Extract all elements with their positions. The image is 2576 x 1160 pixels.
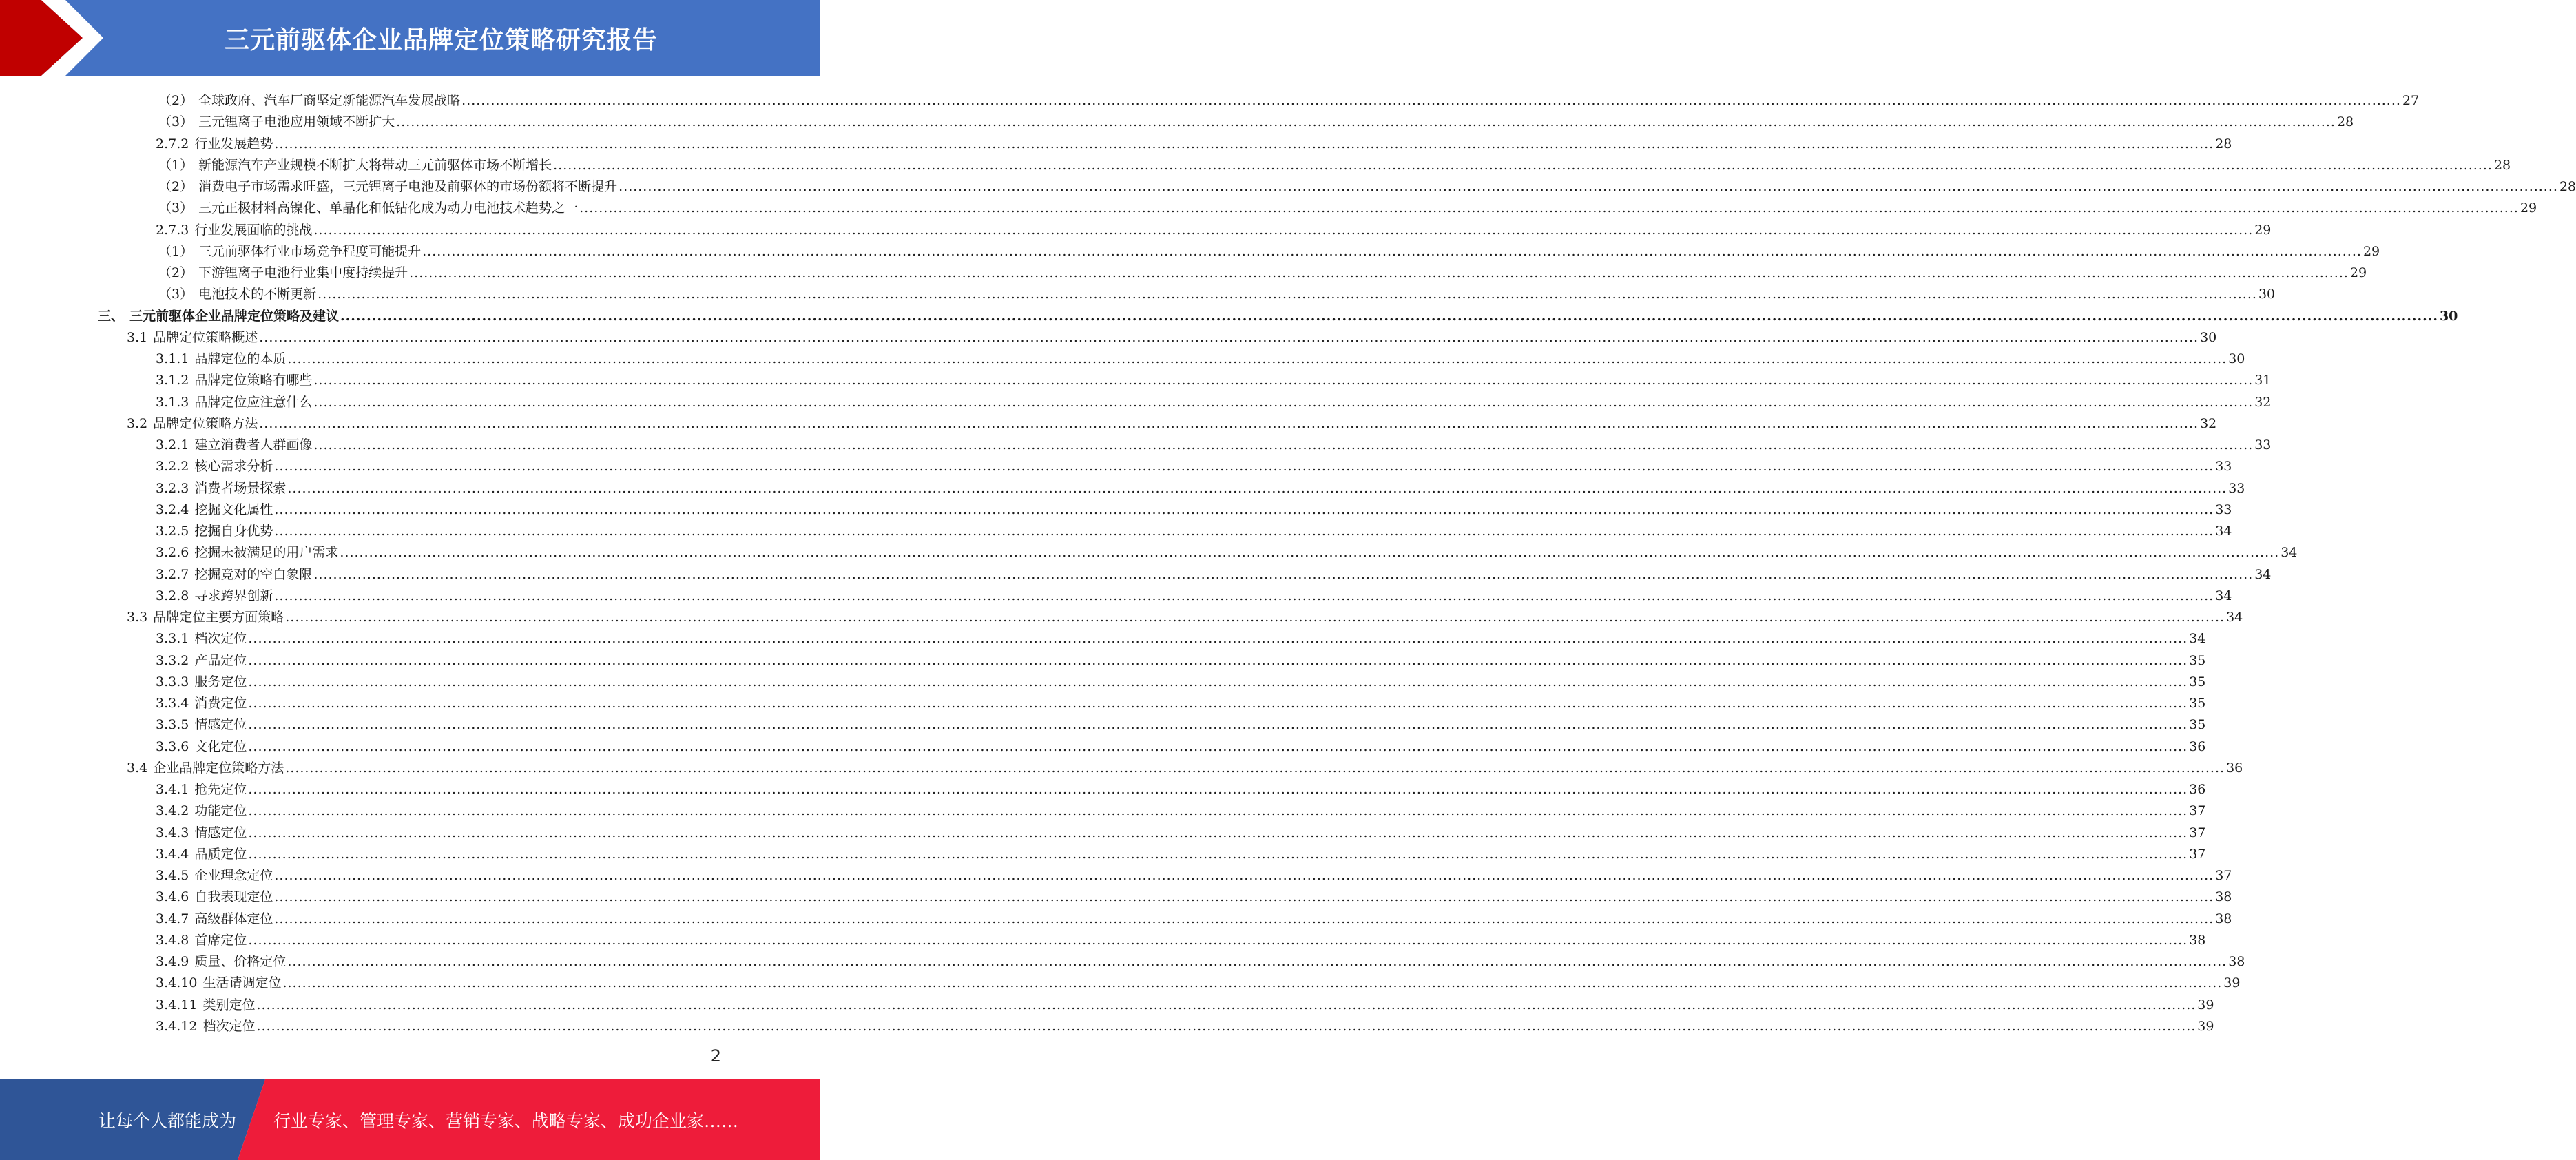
toc-entry-number: 3.2.2 <box>156 459 189 475</box>
toc-leader-dots: ................................................................................................................................................................................................................................................................................................................................................................................................................ <box>248 932 2188 948</box>
toc-entry[interactable] <box>156 475 2245 497</box>
toc-entry-text: 行业发展面临的挑战 <box>194 222 313 238</box>
toc-entry-page: 32 <box>2200 415 2217 431</box>
toc-entry[interactable] <box>156 131 2232 152</box>
toc-leader-dots: ................................................................................................................................................................................................................................................................................................................................................................................................................ <box>285 760 2225 776</box>
toc-entry-number: 3.3.5 <box>156 717 189 733</box>
toc-entry[interactable] <box>127 324 2217 346</box>
toc-leader-dots: ................................................................................................................................................................................................................................................................................................................................................................................................................ <box>248 738 2188 754</box>
toc-entry-text: 核心需求分析 <box>194 459 273 475</box>
toc-entry-number: 2.7.3 <box>156 222 189 238</box>
toc-leader-dots: ................................................................................................................................................................................................................................................................................................................................................................................................................ <box>285 610 2225 625</box>
page-number: 2 <box>710 1046 721 1066</box>
toc-entry-page: 34 <box>2215 524 2232 539</box>
toc-leader-dots: ................................................................................................................................................................................................................................................................................................................................................................................................................ <box>313 437 2254 453</box>
toc-entry-label <box>156 889 273 905</box>
toc-entry-label <box>158 265 408 281</box>
toc-entry-text: 情感定位 <box>194 717 247 733</box>
toc-leader-dots: ................................................................................................................................................................................................................................................................................................................................................................................................................ <box>248 803 2188 819</box>
toc-entry-label <box>158 92 460 109</box>
toc-entry[interactable] <box>156 539 2298 561</box>
toc-entry-page: 36 <box>2226 760 2243 776</box>
toc-entry-number: 3.4.10 <box>156 975 198 991</box>
toc-entry-label <box>156 437 312 453</box>
toc-entry[interactable] <box>158 109 2354 130</box>
toc-entry-number: （2） <box>158 93 194 108</box>
toc-entry-text: 消费电子市场需求旺盛，三元锂离子电池及前驱体的市场份额将不断提升 <box>198 179 618 194</box>
toc-entry-number: 3.2.3 <box>156 480 189 496</box>
toc-entry-page: 28 <box>2215 136 2232 152</box>
toc-entry-number: 3.3.2 <box>156 652 189 668</box>
toc-entry-label <box>156 781 247 798</box>
toc-leader-dots: ................................................................................................................................................................................................................................................................................................................................................................................................................ <box>248 846 2188 862</box>
toc-entry-text: 下游锂离子电池行业集中度持续提升 <box>198 265 408 280</box>
toc-entry[interactable] <box>156 798 2206 819</box>
toc-entry-page: 30 <box>2200 329 2217 345</box>
toc-entry[interactable] <box>156 518 2232 539</box>
toc-entry-text: 行业发展趋势 <box>194 136 273 152</box>
header-band <box>0 0 820 76</box>
toc-entry-label <box>156 846 247 862</box>
toc-leader-dots: ................................................................................................................................................................................................................................................................................................................................................................................................................ <box>274 501 2214 517</box>
toc-entry-text: 品牌定位主要方面策略 <box>153 610 284 625</box>
toc-leader-dots: ................................................................................................................................................................................................................................................................................................................................................................................................................ <box>287 351 2227 366</box>
toc-leader-dots: ................................................................................................................................................................................................................................................................................................................................................................................................................ <box>248 674 2188 690</box>
toc-entry-number: 3.3.1 <box>156 631 189 647</box>
toc-entry[interactable] <box>156 497 2232 518</box>
toc-entry[interactable] <box>158 87 2420 109</box>
toc-entry-number: 3.4.9 <box>156 954 189 969</box>
toc-entry-label <box>156 136 273 152</box>
toc-entry-page: 36 <box>2189 782 2206 797</box>
toc-entry-number: 3.1 <box>127 329 148 345</box>
toc-entry[interactable] <box>156 734 2206 755</box>
toc-entry-label <box>156 695 247 712</box>
toc-entry-text: 挖掘未被满足的用户需求 <box>194 545 339 561</box>
toc-entry-page: 34 <box>2226 610 2243 625</box>
toc-entry-page: 35 <box>2189 717 2206 733</box>
toc-entry[interactable] <box>156 648 2206 669</box>
toc-entry-number: 3.3.3 <box>156 674 189 690</box>
toc-entry-text: 消费者场景探索 <box>194 480 287 496</box>
toc-leader-dots: ................................................................................................................................................................................................................................................................................................................................................................................................................ <box>274 588 2214 603</box>
toc-entry-page: 37 <box>2189 846 2206 862</box>
toc-leader-dots: ................................................................................................................................................................................................................................................................................................................................................................................................................ <box>248 825 2188 840</box>
toc-entry-text: 品质定位 <box>194 846 247 862</box>
toc-entry-text: 功能定位 <box>194 803 247 819</box>
toc-leader-dots: ................................................................................................................................................................................................................................................................................................................................................................................................................ <box>256 1018 2196 1034</box>
toc-entry-page: 30 <box>2228 351 2245 366</box>
toc-entry-label <box>156 738 247 755</box>
toc-entry[interactable] <box>156 561 2272 583</box>
toc-leader-dots: ................................................................................................................................................................................................................................................................................................................................................................................................................ <box>313 566 2254 582</box>
toc-entry-page: 34 <box>2189 631 2206 647</box>
toc-entry[interactable] <box>156 927 2206 949</box>
toc-entry-page: 29 <box>2349 265 2367 280</box>
toc-entry-label <box>156 997 255 1013</box>
toc-leader-dots: ................................................................................................................................................................................................................................................................................................................................................................................................................ <box>274 868 2214 883</box>
toc-entry[interactable] <box>156 690 2206 712</box>
footer-band <box>0 1079 820 1160</box>
toc-entry[interactable] <box>156 1013 2214 1035</box>
toc-entry-page: 29 <box>2362 243 2380 259</box>
toc-entry-text: 首席定位 <box>194 932 247 948</box>
toc-entry-text: 三元前驱体企业品牌定位策略及建议 <box>129 308 340 324</box>
toc-entry-number: 3.3 <box>127 610 148 625</box>
toc-entry-page: 36 <box>2189 738 2206 754</box>
toc-entry-page: 38 <box>2189 932 2206 948</box>
toc-entry[interactable] <box>156 820 2206 841</box>
toc-leader-dots: ................................................................................................................................................................................................................................................................................................................................................................................................................ <box>461 93 2401 108</box>
toc-entry-page: 35 <box>2189 696 2206 711</box>
toc-entry-text: 品牌定位策略概述 <box>153 329 258 345</box>
toc-entry-page: 37 <box>2189 803 2206 819</box>
toc-entry-number: 三、 <box>98 308 125 324</box>
toc-entry-label <box>156 222 312 238</box>
toc-entry-text: 质量、价格定位 <box>194 954 287 969</box>
toc-entry-label <box>156 480 286 497</box>
toc-entry-number: 3.2.8 <box>156 588 189 603</box>
toc-leader-dots: ................................................................................................................................................................................................................................................................................................................................................................................................................ <box>313 373 2254 389</box>
toc-leader-dots: ................................................................................................................................................................................................................................................................................................................................................................................................................ <box>340 545 2280 561</box>
toc-leader-dots: ................................................................................................................................................................................................................................................................................................................................................................................................................ <box>396 114 2336 130</box>
toc-entry-number: 3.2 <box>127 415 148 431</box>
toc-leader-dots: ................................................................................................................................................................................................................................................................................................................................................................................................................ <box>248 696 2188 711</box>
toc-entry-page: 27 <box>2402 93 2420 108</box>
toc-entry-label <box>156 523 273 539</box>
toc-entry-label <box>156 394 312 411</box>
toc-leader-dots: ................................................................................................................................................................................................................................................................................................................................................................................................................ <box>259 329 2199 345</box>
toc-leader-dots: ................................................................................................................................................................................................................................................................................................................................................................................................................ <box>287 480 2227 496</box>
toc-entry-number: （2） <box>158 265 194 280</box>
toc-entry[interactable] <box>156 346 2245 367</box>
toc-leader-dots: ................................................................................................................................................................................................................................................................................................................................................................................................................ <box>248 782 2188 797</box>
toc-entry[interactable] <box>158 238 2380 260</box>
toc-entry[interactable] <box>156 776 2206 798</box>
toc-entry[interactable] <box>156 453 2232 475</box>
toc-entry[interactable] <box>156 583 2232 604</box>
toc-entry[interactable] <box>156 625 2206 647</box>
toc-leader-dots: ................................................................................................................................................................................................................................................................................................................................................................................................................ <box>274 524 2214 539</box>
toc-entry-label <box>127 415 258 432</box>
toc-entry-page: 34 <box>2254 566 2272 582</box>
toc-entry-label <box>158 286 316 302</box>
toc-entry-text: 档次定位 <box>194 631 247 647</box>
toc-entry[interactable] <box>158 260 2367 281</box>
toc-entry[interactable] <box>158 174 2576 195</box>
toc-entry-text: 建立消费者人群画像 <box>194 437 313 453</box>
toc-entry[interactable] <box>156 992 2214 1013</box>
toc-entry-page: 30 <box>2439 308 2458 324</box>
toc-entry-page: 39 <box>2197 997 2214 1013</box>
toc-entry-label <box>156 953 286 970</box>
toc-entry-page: 28 <box>2559 179 2576 194</box>
toc-entry-text: 产品定位 <box>194 652 247 668</box>
toc-entry-number: 3.2.6 <box>156 545 189 561</box>
toc-leader-dots: ................................................................................................................................................................................................................................................................................................................................................................................................................ <box>318 287 2257 302</box>
toc-entry-page: 37 <box>2189 825 2206 840</box>
toc-entry-page: 28 <box>2493 157 2511 173</box>
toc-entry[interactable] <box>156 712 2206 733</box>
toc-entry-label <box>156 652 247 669</box>
toc-leader-dots: ................................................................................................................................................................................................................................................................................................................................................................................................................ <box>579 200 2519 216</box>
toc-entry-number: （3） <box>158 200 194 216</box>
toc-entry-number: （1） <box>158 157 194 173</box>
toc-entry-page: 35 <box>2189 652 2206 668</box>
toc-entry[interactable] <box>156 367 2272 389</box>
toc-entry-page: 37 <box>2215 868 2232 883</box>
toc-entry[interactable] <box>127 604 2243 625</box>
toc-leader-dots: ................................................................................................................................................................................................................................................................................................................................................................................................................ <box>422 243 2362 259</box>
toc-entry-text: 品牌定位策略方法 <box>153 415 258 431</box>
toc-entry-number: 3.4.7 <box>156 911 189 926</box>
toc-entry-label <box>156 674 247 690</box>
toc-entry-number: 3.2.7 <box>156 566 189 582</box>
toc-entry-label <box>156 911 273 927</box>
toc-entry-page: 38 <box>2215 911 2232 926</box>
toc-entry-number: 3.3.6 <box>156 738 189 754</box>
toc-entry-number: （3） <box>158 287 194 302</box>
toc-entry-text: 新能源汽车产业规模不断扩大将带动三元前驱体市场不断增长 <box>198 157 552 173</box>
toc-entry-number: 3.4 <box>127 760 148 776</box>
toc-entry-text: 情感定位 <box>194 825 247 840</box>
toc-entry-page: 33 <box>2228 480 2245 496</box>
toc-entry-text: 品牌定位策略有哪些 <box>194 373 313 389</box>
toc-entry[interactable] <box>156 432 2272 453</box>
toc-entry-page: 38 <box>2215 889 2232 905</box>
toc-entry[interactable] <box>156 389 2272 411</box>
toc-entry-number: 3.1.1 <box>156 351 189 366</box>
toc-entry-number: 3.4.3 <box>156 825 189 840</box>
toc-entry-number: 3.1.3 <box>156 394 189 410</box>
toc-entry-page: 31 <box>2254 373 2272 389</box>
toc-entry-text: 文化定位 <box>194 738 247 754</box>
toc-entry-label <box>156 975 281 991</box>
toc-entry-label <box>127 609 284 625</box>
toc-entry[interactable] <box>158 152 2511 174</box>
toc-entry-label <box>156 716 247 733</box>
toc-entry-page: 33 <box>2215 459 2232 475</box>
toc-leader-dots: ................................................................................................................................................................................................................................................................................................................................................................................................................ <box>313 394 2254 410</box>
toc-entry-number: 3.4.8 <box>156 932 189 948</box>
toc-entry-number: 3.4.11 <box>156 997 198 1013</box>
toc-entry-text: 挖掘自身优势 <box>194 524 273 539</box>
toc-entry-text: 挖掘竞对的空白象限 <box>194 566 313 582</box>
toc-entry[interactable] <box>158 281 2276 302</box>
toc-entry-page: 35 <box>2189 674 2206 690</box>
toc-entry[interactable] <box>156 841 2206 862</box>
toc-entry[interactable] <box>156 669 2206 690</box>
toc-leader-dots: ................................................................................................................................................................................................................................................................................................................................................................................................................ <box>274 889 2214 905</box>
toc-leader-dots: ................................................................................................................................................................................................................................................................................................................................................................................................................ <box>313 222 2254 238</box>
toc-entry-text: 电池技术的不断更新 <box>198 287 317 302</box>
toc-leader-dots: ................................................................................................................................................................................................................................................................................................................................................................................................................ <box>409 265 2349 280</box>
toc-entry-text: 消费定位 <box>194 696 247 711</box>
report-title: 三元前驱体企业品牌定位策略研究报告 <box>224 25 658 54</box>
toc-entry-label <box>98 308 339 324</box>
toc-entry-page: 32 <box>2254 394 2272 410</box>
toc-entry-number: 3.4.2 <box>156 803 189 819</box>
toc-entry-label <box>156 1018 255 1035</box>
toc-entry-text: 企业品牌定位策略方法 <box>153 760 284 776</box>
toc-entry[interactable] <box>156 884 2232 905</box>
toc-entry-label <box>158 200 578 216</box>
toc-entry-label <box>156 566 312 583</box>
toc-entry-label <box>156 351 286 367</box>
toc-entry-page: 33 <box>2254 437 2272 453</box>
toc-entry-page: 39 <box>2223 975 2241 991</box>
toc-entry[interactable] <box>127 411 2217 432</box>
toc-entry-number: （2） <box>158 179 194 194</box>
toc-entry-page: 28 <box>2336 114 2354 130</box>
toc-leader-dots: ................................................................................................................................................................................................................................................................................................................................................................................................................ <box>259 415 2199 431</box>
toc-entry[interactable] <box>156 970 2241 991</box>
toc-leader-dots: ................................................................................................................................................................................................................................................................................................................................................................................................................ <box>248 652 2188 668</box>
toc-entry-number: 2.7.2 <box>156 136 189 152</box>
toc-entry-page: 33 <box>2215 501 2232 517</box>
toc-entry-text: 服务定位 <box>194 674 247 690</box>
toc-entry[interactable] <box>98 303 2458 324</box>
toc-entry-text: 寻求跨界创新 <box>194 588 273 603</box>
toc-entry-label <box>156 630 247 647</box>
toc-entry-label <box>156 372 312 389</box>
toc-entry-text: 自我表现定位 <box>194 889 273 905</box>
toc-entry-label <box>156 825 247 841</box>
toc-entry-label <box>156 867 273 884</box>
toc-entry-label <box>127 760 284 776</box>
toc-entry[interactable] <box>127 755 2243 776</box>
toc-entry-label <box>156 458 273 475</box>
toc-entry-page: 30 <box>2258 287 2276 302</box>
toc-entry-number: 3.2.4 <box>156 501 189 517</box>
toc-leader-dots: ................................................................................................................................................................................................................................................................................................................................................................................................................ <box>248 717 2188 733</box>
toc-entry[interactable] <box>156 862 2232 884</box>
toc-entry-number: 3.4.4 <box>156 846 189 862</box>
toc-entry-number: 3.4.12 <box>156 1018 198 1034</box>
toc-entry-label <box>156 802 247 819</box>
toc-leader-dots: ................................................................................................................................................................................................................................................................................................................................................................................................................ <box>274 911 2214 926</box>
toc-entry-label <box>156 932 247 949</box>
toc-entry-label <box>158 178 617 195</box>
toc-entry[interactable] <box>156 906 2232 927</box>
toc-leader-dots: ................................................................................................................................................................................................................................................................................................................................................................................................................ <box>287 954 2227 969</box>
toc-entry-page: 34 <box>2281 545 2298 561</box>
toc-entry-label <box>158 243 421 260</box>
toc-entry-page: 39 <box>2197 1018 2214 1034</box>
toc-entry-text: 类别定位 <box>202 997 256 1013</box>
toc-entry-text: 档次定位 <box>202 1018 256 1034</box>
toc-entry-number: 3.4.1 <box>156 782 189 797</box>
toc-leader-dots: ................................................................................................................................................................................................................................................................................................................................................................................................................ <box>274 136 2214 152</box>
toc-entry-text: 高级群体定位 <box>194 911 273 926</box>
toc-entry-label <box>158 157 552 174</box>
footer-slogan-right: 行业专家、管理专家、营销专家、战略专家、成功企业家…… <box>273 1110 739 1131</box>
toc-entry-page: 38 <box>2228 954 2245 969</box>
toc-entry-text: 三元前驱体行业市场竞争程度可能提升 <box>198 243 422 259</box>
toc-entry-number: 3.4.6 <box>156 889 189 905</box>
footer-slogan-left: 让每个人都能成为 <box>98 1110 237 1131</box>
toc-entry-text: 挖掘文化属性 <box>194 501 273 517</box>
toc-entry-number: （1） <box>158 243 194 259</box>
toc-entry-text: 品牌定位的本质 <box>194 351 287 366</box>
toc-entry[interactable] <box>158 195 2537 216</box>
toc-entry-number: 3.2.5 <box>156 524 189 539</box>
toc-entry[interactable] <box>156 217 2272 238</box>
toc-entry-label <box>156 588 273 604</box>
toc-entry-text: 三元正极材料高镍化、单晶化和低钴化成为动力电池技术趋势之一 <box>198 200 579 216</box>
toc-entry[interactable] <box>156 949 2245 970</box>
toc-entry-number: 3.3.4 <box>156 696 189 711</box>
toc-entry-page: 34 <box>2215 588 2232 603</box>
toc-entry-number: 3.4.5 <box>156 868 189 883</box>
toc-entry-label <box>156 501 273 518</box>
toc-entry-number: 3.2.1 <box>156 437 189 453</box>
toc-leader-dots: ................................................................................................................................................................................................................................................................................................................................................................................................................ <box>274 459 2214 475</box>
toc-entry-label <box>158 114 395 130</box>
toc-leader-dots: ................................................................................................................................................................................................................................................................................................................................................................................................................ <box>619 179 2558 194</box>
toc-leader-dots: ................................................................................................................................................................................................................................................................................................................................................................................................................ <box>256 997 2196 1013</box>
toc-entry-text: 品牌定位应注意什么 <box>194 394 313 410</box>
toc-entry-text: 企业理念定位 <box>194 868 273 883</box>
toc-entry-label <box>127 329 258 346</box>
toc-entry-text: 三元锂离子电池应用领域不断扩大 <box>198 114 395 130</box>
toc-entry-number: （3） <box>158 114 194 130</box>
toc-entry-text: 生活请调定位 <box>202 975 282 991</box>
toc-leader-dots: ................................................................................................................................................................................................................................................................................................................................................................................................................ <box>553 157 2493 173</box>
toc-leader-dots: ................................................................................................................................................................................................................................................................................................................................................................................................................ <box>248 631 2188 647</box>
toc-entry-text: 全球政府、汽车厂商坚定新能源汽车发展战略 <box>198 93 461 108</box>
toc-entry-page: 29 <box>2254 222 2272 238</box>
toc-entry-label <box>156 544 338 561</box>
toc-leader-dots: ................................................................................................................................................................................................................................................................................................................................................................................................................ <box>340 308 2438 324</box>
toc-entry-number: 3.1.2 <box>156 373 189 389</box>
toc-entry-text: 抢先定位 <box>194 782 247 797</box>
toc-entry-page: 29 <box>2520 200 2537 216</box>
toc-leader-dots: ................................................................................................................................................................................................................................................................................................................................................................................................................ <box>282 975 2223 991</box>
